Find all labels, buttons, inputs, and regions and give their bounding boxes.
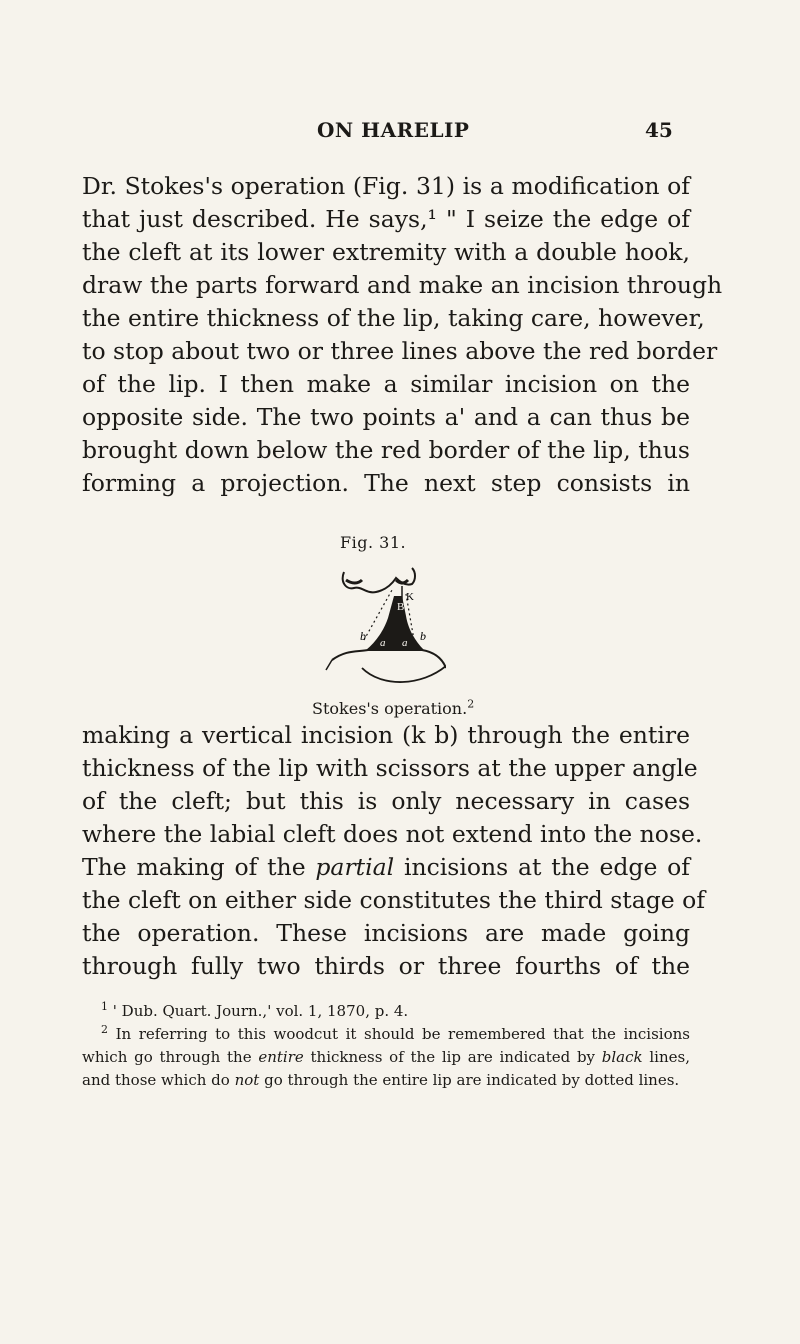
caption-footnote-ref: 2: [467, 697, 475, 711]
footnote-2: [82, 1023, 690, 1092]
text-line: the cleft on either side constitutes the third stage of: [82, 886, 706, 914]
letter-a-right: a: [402, 637, 408, 649]
nose-outline: [343, 568, 415, 592]
lip-line: [332, 650, 446, 668]
left-cheek-line: [326, 660, 332, 670]
footnote-2-italic-not: not: [234, 1071, 260, 1089]
text-line: thickness of the lip with scissors at the upper angle: [82, 754, 698, 782]
running-title: ON HARELIP: [317, 118, 470, 142]
lower-lip: [362, 666, 446, 682]
figure-31-woodcut: [296, 560, 446, 690]
footnote-2-italic-black: black: [601, 1048, 643, 1066]
letter-b-left: b: [360, 629, 366, 643]
footnote-2-text-b: thickness of the lip are indicated by: [310, 1048, 596, 1066]
footnote-2-mark: 2: [101, 1023, 108, 1036]
cleft-wedge: [366, 596, 424, 650]
text-line: The making of the partial incisions at the edge of: [82, 853, 690, 881]
letter-b-upper: B: [397, 601, 405, 613]
footnotes: [82, 1000, 690, 1092]
caption-text: Stokes's operation.: [312, 699, 468, 718]
footnote-1: [82, 1000, 690, 1023]
text-line: that just described. He says,¹ " I seize the edge of: [82, 205, 690, 233]
text-line: draw the parts forward and make an incision through: [82, 271, 723, 299]
text-line: to stop about two or three lines above the red border: [82, 337, 718, 365]
text-line: Dr. Stokes's operation (Fig. 31) is a modification of: [82, 172, 690, 200]
text-line: the operation. These incisions are made going: [82, 919, 690, 947]
letter-a-left: a: [380, 637, 386, 649]
footnote-2-text-d: go through the entire lip are indicated by dotted lines.: [264, 1071, 680, 1089]
letter-b-right: b: [420, 629, 426, 643]
text-line: the entire thickness of the lip, taking care, however,: [82, 304, 705, 332]
page-header: [0, 118, 800, 148]
text-line: of the cleft; but this is only necessary in cases: [82, 787, 690, 815]
paragraph-2: [82, 719, 706, 983]
figure-label: Fig. 31.: [340, 533, 407, 552]
text-line: where the labial cleft does not extend into the nose.: [82, 820, 703, 848]
left-nostril: [346, 580, 362, 583]
text-line: opposite side. The two points a' and a can thus be: [82, 403, 690, 431]
text-line: making a vertical incision (k b) through the entire: [82, 721, 690, 749]
footnote-1-mark: 1: [101, 1000, 108, 1013]
paragraph-1: [82, 170, 723, 500]
footnote-2-italic-entire: entire: [258, 1048, 304, 1066]
text-line: through fully two thirds or three fourths of the: [82, 952, 690, 980]
text-line: the cleft at its lower extremity with a double hook,: [82, 238, 690, 266]
footnote-1-text: ' Dub. Quart. Journ.,' vol. 1, 1870, p. 4.: [112, 1002, 409, 1020]
footnote-2-text-c: lines, and those which do: [82, 1048, 690, 1089]
text-line: forming a projection. The next step consists in: [82, 469, 690, 497]
figure-caption: [312, 699, 474, 718]
italic-word-partial: partial: [315, 853, 395, 881]
page-number: 45: [645, 118, 673, 142]
lip-diagram: [296, 560, 446, 690]
letter-k: K: [406, 591, 414, 603]
text-line: of the lip. I then make a similar incision on the: [82, 370, 690, 398]
footnote-2-text-a: In referring to this woodcut it should be remembered that the incisions which go through the: [82, 1025, 690, 1066]
text-line: brought down below the red border of the lip, thus: [82, 436, 690, 464]
right-nostril: [396, 580, 408, 583]
